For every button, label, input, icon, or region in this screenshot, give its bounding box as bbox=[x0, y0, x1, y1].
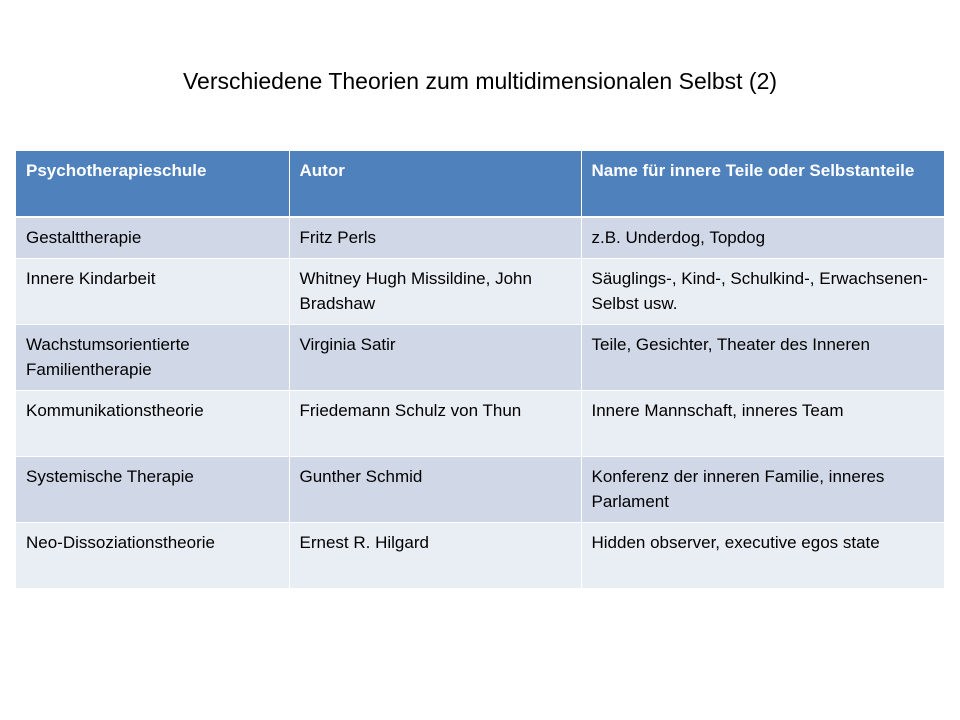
theories-table bbox=[16, 151, 944, 589]
header-psychotherapieschule: Psychotherapieschule bbox=[16, 151, 289, 217]
table-row bbox=[16, 259, 944, 325]
header-autor: Autor bbox=[289, 151, 581, 217]
cell-parts-name: Innere Mannschaft, inneres Team bbox=[581, 391, 944, 457]
cell-author: Virginia Satir bbox=[289, 325, 581, 391]
cell-school: Kommunikationstheorie bbox=[16, 391, 289, 457]
table-row bbox=[16, 391, 944, 457]
cell-school: Gestalttherapie bbox=[16, 217, 289, 259]
table-row bbox=[16, 217, 944, 259]
table-header-row bbox=[16, 151, 944, 217]
cell-school: Wachstumsorientierte Familientherapie bbox=[16, 325, 289, 391]
cell-school: Innere Kindarbeit bbox=[16, 259, 289, 325]
cell-author: Gunther Schmid bbox=[289, 457, 581, 523]
cell-parts-name: Hidden observer, executive egos state bbox=[581, 523, 944, 589]
cell-author: Fritz Perls bbox=[289, 217, 581, 259]
slide-title: Verschiedene Theorien zum multidimensionalen Selbst (2) bbox=[182, 68, 778, 94]
cell-school: Systemische Therapie bbox=[16, 457, 289, 523]
cell-parts-name: z.B. Underdog, Topdog bbox=[581, 217, 944, 259]
table-row bbox=[16, 325, 944, 391]
table-row bbox=[16, 523, 944, 589]
cell-parts-name: Säuglings-, Kind-, Schulkind-, Erwachsenen-Selbst usw. bbox=[581, 259, 944, 325]
cell-author: Whitney Hugh Missildine, John Bradshaw bbox=[289, 259, 581, 325]
cell-author: Friedemann Schulz von Thun bbox=[289, 391, 581, 457]
header-name-innere-teile: Name für innere Teile oder Selbstanteile bbox=[581, 151, 944, 217]
cell-parts-name: Teile, Gesichter, Theater des Inneren bbox=[581, 325, 944, 391]
cell-parts-name: Konferenz der inneren Familie, inneres Parlament bbox=[581, 457, 944, 523]
cell-author: Ernest R. Hilgard bbox=[289, 523, 581, 589]
table-row bbox=[16, 457, 944, 523]
cell-school: Neo-Dissoziationstheorie bbox=[16, 523, 289, 589]
